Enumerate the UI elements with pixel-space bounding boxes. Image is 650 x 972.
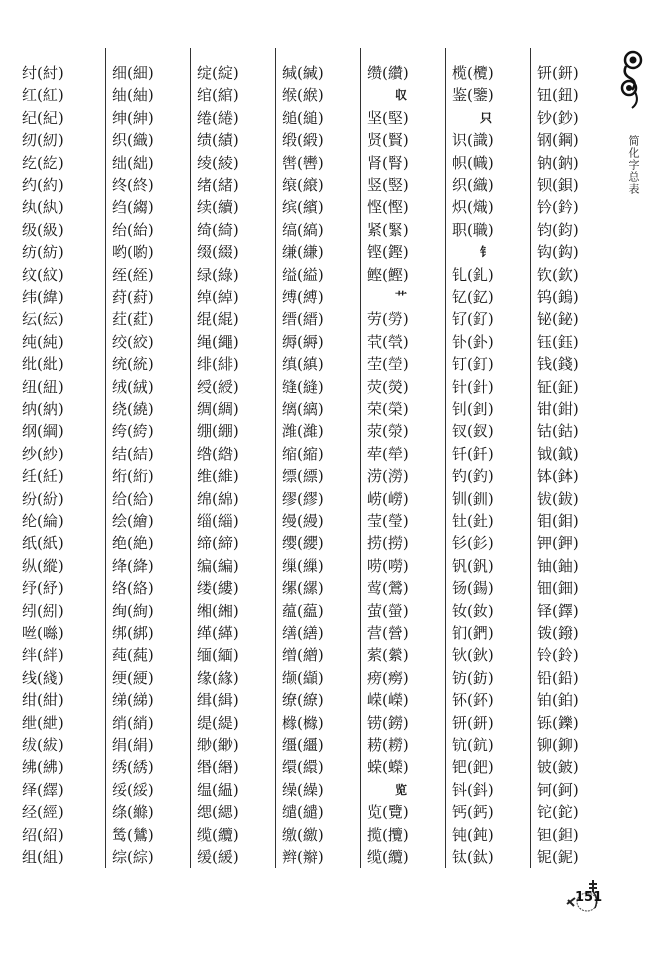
character-pair: 缞(縗) [282, 176, 324, 194]
character-pair: 鉴(鑒) [452, 86, 494, 105]
character-pair: 铂(鉑) [537, 691, 579, 710]
character-pair: 绽(綻) [197, 64, 239, 82]
character-pair: 钕(釹) [452, 601, 494, 620]
character-pair: 缆(纜) [197, 825, 239, 844]
column-5 [360, 48, 445, 868]
character-pair: 钤(鈐) [537, 198, 579, 217]
character-pair: 耢(耮) [367, 736, 409, 754]
character-pair: 续(續) [197, 198, 239, 217]
character-pair: 钙(鈣) [452, 803, 494, 822]
character-pair: 经(經) [22, 803, 64, 822]
character-pair: 钡(鋇) [537, 176, 579, 194]
character-pair: 钹(鈸) [537, 489, 579, 508]
character-pair: 缒(縋) [282, 108, 324, 127]
character-pair: 纾(紓) [22, 579, 64, 598]
character-pair: 钆(釓) [452, 265, 494, 284]
character-pair: 缬(纈) [282, 668, 324, 687]
character-pair: 缊(緼) [197, 780, 239, 799]
column-3 [190, 48, 275, 868]
section-header: 览 [394, 782, 407, 797]
character-pair: 茔(塋) [367, 355, 409, 374]
character-pair: 纼(紖) [22, 601, 64, 620]
character-pair: 级(級) [22, 220, 64, 239]
character-pair: 纺(紡) [22, 243, 64, 262]
character-pair: 绘(繪) [112, 512, 154, 530]
character-pair: 缓(緩) [197, 848, 239, 866]
character-pair: 涝(澇) [367, 467, 409, 486]
character-pair: 缦(縵) [282, 512, 324, 530]
character-pair: 荦(犖) [367, 444, 409, 463]
character-pair: 辔(轡) [282, 153, 324, 172]
character-pair: 痨(癆) [367, 668, 409, 687]
character-pair: 缙(縉) [282, 310, 324, 329]
character-pair: 萦(縈) [367, 646, 409, 665]
character-pair: 营(營) [367, 624, 409, 642]
character-pair: 纳(納) [22, 400, 64, 418]
character-pair: 纸(紙) [22, 534, 64, 553]
character-pair: 潍(濰) [282, 422, 324, 441]
character-pair: 缥(縹) [282, 467, 324, 486]
character-pair: 绍(紹) [22, 825, 64, 844]
character-pair: 缈(緲) [197, 736, 239, 754]
character-pair: 帜(幟) [452, 153, 494, 172]
character-pair: 纣(紂) [22, 64, 64, 82]
character-pair: 咝(噝) [22, 624, 64, 642]
character-pair: 缗(緡) [197, 758, 239, 777]
section-header: 只 [479, 110, 492, 125]
character-pair: 绋(紼) [22, 758, 64, 777]
character-pair: 铿(鏗) [367, 243, 409, 262]
character-pair: 织(織) [452, 176, 494, 194]
character-pair: 纭(紜) [22, 310, 64, 329]
character-pair: 绯(緋) [197, 355, 239, 374]
character-pair: 钺(鉞) [537, 444, 579, 463]
character-pair: 钓(釣) [452, 467, 494, 486]
character-pair: 钦(欽) [537, 265, 579, 284]
character-pair: 绛(絳) [112, 556, 154, 575]
character-pair: 肾(腎) [367, 153, 409, 172]
character-pair: 终(終) [112, 176, 154, 194]
character-pair: 钏(釧) [452, 489, 494, 508]
character-pair: 钚(鈈) [452, 691, 494, 710]
character-pair: 缎(緞) [282, 131, 324, 150]
character-pair: 纱(紗) [22, 444, 64, 463]
character-pair: 纽(紐) [22, 377, 64, 396]
character-pair: 铍(鈹) [537, 758, 579, 777]
character-pair: 紧(緊) [367, 220, 409, 239]
character-pair: 绞(絞) [112, 332, 154, 351]
character-pair: 钨(鎢) [537, 288, 579, 306]
character-pair: 纪(紀) [22, 108, 64, 127]
character-pair: 绢(絹) [112, 736, 154, 754]
character-pair: 悭(慳) [367, 198, 409, 217]
simplified-character-table [0, 48, 595, 868]
character-pair: 劳(勞) [367, 310, 409, 329]
character-pair: 综(綜) [112, 848, 154, 866]
character-pair: 荧(熒) [367, 377, 409, 396]
character-pair: 缣(縑) [282, 243, 324, 262]
character-pair: 绥(綏) [112, 780, 154, 799]
character-pair: 绎(繹) [22, 780, 64, 799]
character-pair: 钮(鈕) [537, 86, 579, 105]
character-pair: 织(織) [112, 131, 154, 150]
character-pair: 缄(緘) [282, 64, 324, 82]
character-pair: 崂(嶗) [367, 489, 409, 508]
character-pair: 鸶(鷥) [112, 825, 154, 844]
character-pair: 捞(撈) [367, 534, 409, 553]
character-pair: 缚(縛) [282, 288, 324, 306]
page-number: 151 [575, 890, 603, 905]
character-pair: 铹(鐒) [367, 713, 409, 732]
character-pair: 钖(鍚) [452, 579, 494, 598]
character-pair: 绖(絰) [112, 265, 154, 284]
character-pair: 缳(繯) [282, 758, 324, 777]
character-pair: 钶(鈳) [537, 780, 579, 799]
character-pair: 钫(鈁) [452, 668, 494, 687]
character-pair: 结(結) [112, 444, 154, 463]
character-pair: 荥(滎) [367, 422, 409, 441]
column-7 [530, 48, 615, 868]
column-4 [275, 48, 360, 868]
character-pair: 览(覽) [367, 803, 409, 822]
character-pair: 钌(釕) [452, 310, 494, 329]
character-pair: 铊(鉈) [537, 803, 579, 822]
character-pair: 钩(鈎) [537, 243, 579, 262]
character-pair: 缝(縫) [282, 377, 324, 396]
character-pair: 钪(鈧) [452, 736, 494, 754]
character-pair: 绸(綢) [197, 400, 239, 418]
section-header: 钅 [479, 245, 492, 260]
character-pair: 缛(縟) [282, 332, 324, 351]
section-header: 収 [394, 88, 407, 103]
character-pair: 缪(繆) [282, 489, 324, 508]
character-pair: 缌(緦) [197, 803, 239, 822]
character-pair: 辫(辮) [282, 848, 324, 866]
character-pair: 绰(綽) [197, 288, 239, 306]
character-pair: 缃(緗) [197, 601, 239, 620]
character-pair: 绁(紲) [22, 713, 64, 732]
character-pair: 橼(櫞) [282, 713, 324, 732]
character-pair: 钼(鉬) [537, 512, 579, 530]
character-pair: 绩(績) [197, 131, 239, 150]
character-pair: 绗(絎) [112, 467, 154, 486]
character-pair: 莹(瑩) [367, 512, 409, 530]
character-pair: 编(編) [197, 556, 239, 575]
character-pair: 绣(綉) [112, 758, 154, 777]
character-pair: 络(絡) [112, 579, 154, 598]
column-6 [445, 48, 530, 868]
character-pair: 缧(縲) [282, 579, 324, 598]
character-pair: 钘(鈃) [452, 713, 494, 732]
character-pair: 组(組) [22, 848, 64, 866]
character-pair: 铅(鉛) [537, 668, 579, 687]
character-pair: 职(職) [452, 220, 494, 239]
character-pair: 钍(釷) [452, 512, 494, 530]
character-pair: 绮(綺) [197, 220, 239, 239]
character-pair: 绲(緄) [197, 310, 239, 329]
character-pair: 钢(鋼) [537, 131, 579, 150]
character-pair: 坚(堅) [367, 108, 409, 127]
character-pair: 钋(釙) [452, 332, 494, 351]
character-pair: 钴(鈷) [537, 422, 579, 441]
character-pair: 钿(鈿) [537, 579, 579, 598]
character-pair: 细(細) [112, 64, 154, 82]
character-pair: 绚(絢) [112, 601, 154, 620]
character-pair: 绊(絆) [22, 646, 64, 665]
character-pair: 蕴(藴) [282, 601, 324, 620]
character-pair: 蝾(蠑) [367, 758, 409, 777]
character-pair: 钞(鈔) [537, 108, 579, 127]
character-pair: 缮(繕) [282, 624, 324, 642]
character-pair: 钾(鉀) [537, 534, 579, 553]
character-pair: 识(識) [452, 131, 494, 150]
character-pair: 钵(鉢) [537, 467, 579, 486]
character-pair: 纥(紇) [22, 153, 64, 172]
character-pair: 纷(紛) [22, 489, 64, 508]
character-pair: 铌(鈮) [537, 848, 579, 866]
character-pair: 莼(蒓) [112, 646, 154, 665]
character-pair: 缵(纘) [367, 64, 409, 82]
character-pair: 给(給) [112, 489, 154, 508]
character-pair: 缅(緬) [197, 646, 239, 665]
character-pair: 唠(嘮) [367, 556, 409, 575]
section-header: 艹 [394, 290, 407, 304]
character-pair: 绷(綳) [197, 422, 239, 441]
character-pair: 绒(絨) [112, 377, 154, 396]
character-pair: 钘(鈃) [537, 64, 579, 82]
character-pair: 炽(熾) [452, 198, 494, 217]
character-pair: 鲣(鰹) [367, 265, 409, 284]
character-pair: 钱(錢) [537, 355, 579, 374]
character-pair: 缡(縭) [282, 400, 324, 418]
character-pair: 纨(紈) [22, 198, 64, 217]
character-pair: 绿(綠) [197, 265, 239, 284]
character-pair: 维(維) [197, 467, 239, 486]
character-pair: 缜(縝) [282, 355, 324, 374]
character-pair: 钯(鈀) [452, 758, 494, 777]
decorative-scroll-icon [618, 48, 644, 112]
character-pair: 钛(鈦) [452, 848, 494, 866]
character-pair: 缁(緇) [197, 512, 239, 530]
character-pair: 绺(綹) [197, 444, 239, 463]
character-pair: 钲(鉦) [537, 377, 579, 396]
character-pair: 缱(繾) [282, 803, 324, 822]
character-pair: 绡(綃) [112, 713, 154, 732]
character-pair: 绨(綈) [112, 691, 154, 710]
character-pair: 缰(繮) [282, 736, 324, 754]
character-pair: 绅(紳) [112, 108, 154, 127]
character-pair: 缉(緝) [197, 691, 239, 710]
column-2 [105, 48, 190, 868]
character-pair: 缇(緹) [197, 713, 239, 732]
character-pair: 钠(鈉) [537, 153, 579, 172]
character-pair: 萤(螢) [367, 601, 409, 620]
character-pair: 缑(緱) [282, 86, 324, 105]
character-pair: 钧(鈞) [537, 220, 579, 239]
character-pair: 红(紅) [22, 86, 64, 105]
character-pair: 缂(緙) [197, 624, 239, 642]
character-pair: 绔(絝) [112, 422, 154, 441]
character-pair: 统(統) [112, 355, 154, 374]
column-1 [22, 48, 106, 868]
character-pair: 铎(鐸) [537, 601, 579, 620]
character-pair: 钝(鈍) [452, 825, 494, 844]
page-number-badge [565, 878, 605, 914]
character-pair: 莺(鶯) [367, 579, 409, 598]
character-pair: 缯(繒) [282, 646, 324, 665]
character-pair: 线(綫) [22, 668, 64, 687]
character-pair: 缀(綴) [197, 243, 239, 262]
character-pair: 缭(繚) [282, 691, 324, 710]
character-pair: 绌(絀) [112, 153, 154, 172]
character-pair: 钰(鈺) [537, 332, 579, 351]
character-pair: 贤(賢) [367, 131, 409, 150]
character-pair: 纵(縱) [22, 556, 64, 575]
character-pair: 钐(釤) [452, 534, 494, 553]
character-pair: 约(約) [22, 176, 64, 194]
character-pair: 纹(紋) [22, 265, 64, 284]
character-pair: 铀(鈾) [537, 556, 579, 575]
character-pair: 绉(縐) [112, 198, 154, 217]
character-pair: 䌷(紬) [112, 86, 154, 105]
character-pair: 纴(紝) [22, 467, 64, 486]
character-pair: 钳(鉗) [537, 400, 579, 418]
character-pair: 绦(縧) [112, 803, 154, 822]
character-pair: 纯(純) [22, 332, 64, 351]
character-pair: 钽(鉭) [537, 825, 579, 844]
character-pair: 钇(釔) [452, 288, 494, 306]
character-pair: 荣(榮) [367, 400, 409, 418]
character-pair: 钒(釩) [452, 556, 494, 575]
character-pair: 荭(葒) [112, 310, 154, 329]
character-pair: 绫(綾) [197, 153, 239, 172]
character-pair: 钬(鈥) [452, 646, 494, 665]
character-pair: 绀(紺) [22, 691, 64, 710]
character-pair: 钔(鍆) [452, 624, 494, 642]
character-pair: 铆(鉚) [537, 736, 579, 754]
character-pair: 缕(縷) [197, 579, 239, 598]
character-pair: 绐(紿) [112, 220, 154, 239]
character-pair: 缆(纜) [367, 848, 409, 866]
character-pair: 绝(絶) [112, 534, 154, 553]
character-pair: 缟(縞) [282, 220, 324, 239]
character-pair: 钉(釘) [452, 355, 494, 374]
character-pair: 嵘(嶸) [367, 691, 409, 710]
character-pair: 绪(緒) [197, 176, 239, 194]
character-pair: 缘(緣) [197, 668, 239, 687]
character-pair: 钭(鈄) [452, 780, 494, 799]
character-pair: 缤(繽) [282, 198, 324, 217]
character-pair: 钎(釺) [452, 444, 494, 463]
character-pair: 纲(綱) [22, 422, 64, 441]
character-pair: 缫(繅) [282, 556, 324, 575]
character-pair: 绳(繩) [197, 332, 239, 351]
character-pair: 绂(紱) [22, 736, 64, 754]
side-title: 简化字总表 [627, 135, 640, 195]
character-pair: 绾(綰) [197, 86, 239, 105]
character-pair: 榄(欖) [452, 64, 494, 82]
character-pair: 铃(鈴) [537, 646, 579, 665]
character-pair: 钗(釵) [452, 422, 494, 441]
character-pair: 纰(紕) [22, 355, 64, 374]
character-pair: 针(針) [452, 377, 494, 396]
character-pair: 纫(紉) [22, 131, 64, 150]
character-pair: 纬(緯) [22, 288, 64, 306]
character-pair: 绠(綆) [112, 668, 154, 687]
character-pair: 缔(締) [197, 534, 239, 553]
character-pair: 竖(竪) [367, 176, 409, 194]
character-pair: 绕(繞) [112, 400, 154, 418]
character-pair: 钊(釗) [452, 400, 494, 418]
character-pair: 绻(綣) [197, 108, 239, 127]
character-pair: 缨(纓) [282, 534, 324, 553]
character-pair: 绑(綁) [112, 624, 154, 642]
character-pair: 缢(縊) [282, 265, 324, 284]
character-pair: 缲(繰) [282, 780, 324, 799]
character-pair: 揽(攬) [367, 825, 409, 844]
character-pair: 纶(綸) [22, 512, 64, 530]
character-pair: 茕(煢) [367, 332, 409, 351]
character-pair: 铋(鉍) [537, 310, 579, 329]
character-pair: 绶(綬) [197, 377, 239, 396]
character-pair: 荮(葤) [112, 288, 154, 306]
character-pair: 哟(喲) [112, 243, 154, 262]
character-pair: 䥽(鏺) [537, 624, 579, 642]
character-pair: 缴(繳) [282, 825, 324, 844]
character-pair: 缩(縮) [282, 444, 324, 463]
character-pair: 绵(綿) [197, 489, 239, 508]
character-pair: 铄(鑠) [537, 713, 579, 732]
